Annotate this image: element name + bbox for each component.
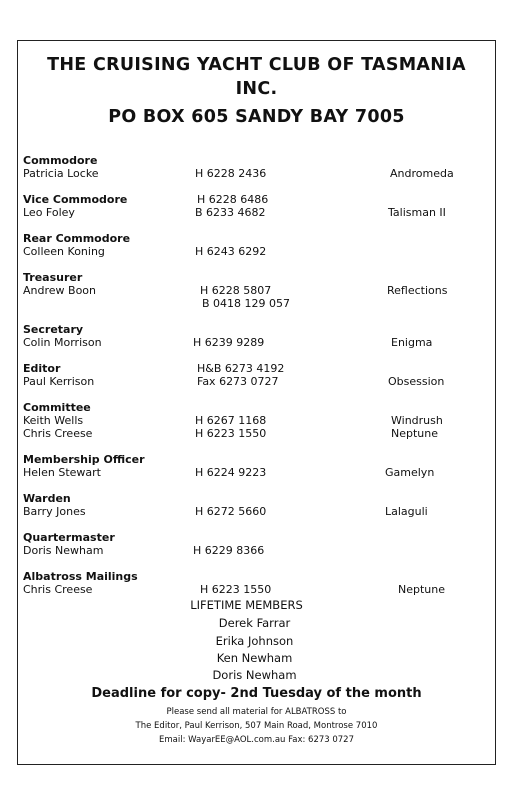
officer-phone: Fax 6273 0727	[197, 375, 279, 388]
club-name: THE CRUISING YACHT CLUB OF TASMANIA	[47, 55, 466, 75]
officer-phone: H 6239 9289	[193, 336, 265, 349]
officer-row	[23, 284, 448, 297]
office-title: Vice Commodore	[23, 193, 128, 206]
office-title: Commodore	[23, 154, 98, 167]
office-title: Membership Officer	[23, 453, 145, 466]
officer-phone: H 6228 5807	[200, 284, 272, 297]
officer-name: Helen Stewart	[23, 466, 101, 479]
officer-phone: H 6229 8366	[193, 544, 265, 557]
club-address: PO BOX 605 SANDY BAY 7005	[108, 107, 405, 127]
office-title: Quartermaster	[23, 531, 115, 544]
officer-boat: Talisman II	[388, 206, 446, 219]
officer-boat: Lalaguli	[385, 505, 428, 518]
officer-name: Barry Jones	[23, 505, 86, 518]
officer-phone: H 6228 6486	[197, 193, 269, 206]
office-secretary	[23, 323, 433, 349]
page-border	[17, 40, 496, 765]
officer-name: Colin Morrison	[23, 336, 102, 349]
deadline-notice: Deadline for copy- 2nd Tuesday of the month	[91, 686, 422, 701]
officer-name: Chris Creese	[23, 427, 93, 440]
officer-name: Patricia Locke	[23, 167, 99, 180]
officer-boat: Windrush	[391, 414, 443, 427]
office-committee	[23, 401, 443, 440]
officer-row	[23, 414, 443, 427]
submission-note: Please send all material for ALBATROSS to	[166, 707, 347, 717]
office-membership-officer	[23, 453, 435, 479]
lifetime-members-heading: LIFETIME MEMBERS	[190, 598, 303, 612]
officer-row	[23, 505, 428, 518]
office-quartermaster	[23, 531, 265, 557]
office-title: Rear Commodore	[23, 232, 131, 245]
officer-phone: H 6267 1168	[195, 414, 267, 427]
officer-phone: H 6228 2436	[195, 167, 267, 180]
officer-name: Doris Newham	[23, 544, 104, 557]
officer-boat: Gamelyn	[385, 466, 435, 479]
officer-row	[23, 297, 291, 310]
office-title: Secretary	[23, 323, 84, 336]
officer-phone: H 6272 5660	[195, 505, 267, 518]
officer-row	[23, 544, 265, 557]
lifetime-member: Ken Newham	[216, 651, 293, 665]
office-commodore	[23, 154, 454, 180]
lifetime-member: Doris Newham	[212, 668, 297, 682]
officer-boat: Neptune	[398, 583, 446, 596]
officer-boat: Andromeda	[390, 167, 454, 180]
office-albatross-mailings	[23, 570, 446, 596]
officer-phone: H 6243 6292	[195, 245, 267, 258]
officer-boat: Obsession	[388, 375, 445, 388]
officer-boat: Enigma	[391, 336, 433, 349]
lifetime-member: Derek Farrar	[218, 616, 291, 630]
officer-row	[23, 466, 435, 479]
officer-phone: B 0418 129 057	[202, 297, 291, 310]
editor-contact: Email: WayarEE@AOL.com.au Fax: 6273 0727	[158, 735, 355, 745]
officer-row	[23, 245, 267, 258]
lifetime-member: Erika Johnson	[215, 634, 294, 648]
officer-phone: H&B 6273 4192	[197, 362, 285, 375]
office-title: Warden	[23, 492, 71, 505]
officer-name: Colleen Koning	[23, 245, 105, 258]
officer-phone: H 6224 9223	[195, 466, 267, 479]
officer-row	[23, 427, 439, 440]
editor-address: The Editor, Paul Kerrison, 507 Main Road, Montrose 7010	[135, 721, 378, 731]
officer-name: Paul Kerrison	[23, 375, 95, 388]
office-title: Committee	[23, 401, 91, 414]
officer-name: Chris Creese	[23, 583, 93, 596]
officer-boat: Reflections	[387, 284, 448, 297]
office-title: Treasurer	[23, 271, 83, 284]
officer-row	[23, 583, 446, 596]
officer-row	[23, 336, 433, 349]
officer-name: Andrew Boon	[23, 284, 96, 297]
club-suffix: INC.	[235, 79, 278, 99]
officer-row	[23, 167, 454, 180]
officer-phone: H 6223 1550	[200, 583, 272, 596]
office-warden	[23, 492, 428, 518]
officer-phone: B 6233 4682	[195, 206, 266, 219]
office-title: Albatross Mailings	[23, 570, 138, 583]
office-title: Editor	[23, 362, 61, 375]
office-rear-commodore	[23, 232, 267, 258]
office-treasurer	[23, 271, 448, 310]
officer-name: Leo Foley	[23, 206, 75, 219]
officer-boat: Neptune	[391, 427, 439, 440]
officer-name: Keith Wells	[23, 414, 84, 427]
officer-phone: H 6223 1550	[195, 427, 267, 440]
